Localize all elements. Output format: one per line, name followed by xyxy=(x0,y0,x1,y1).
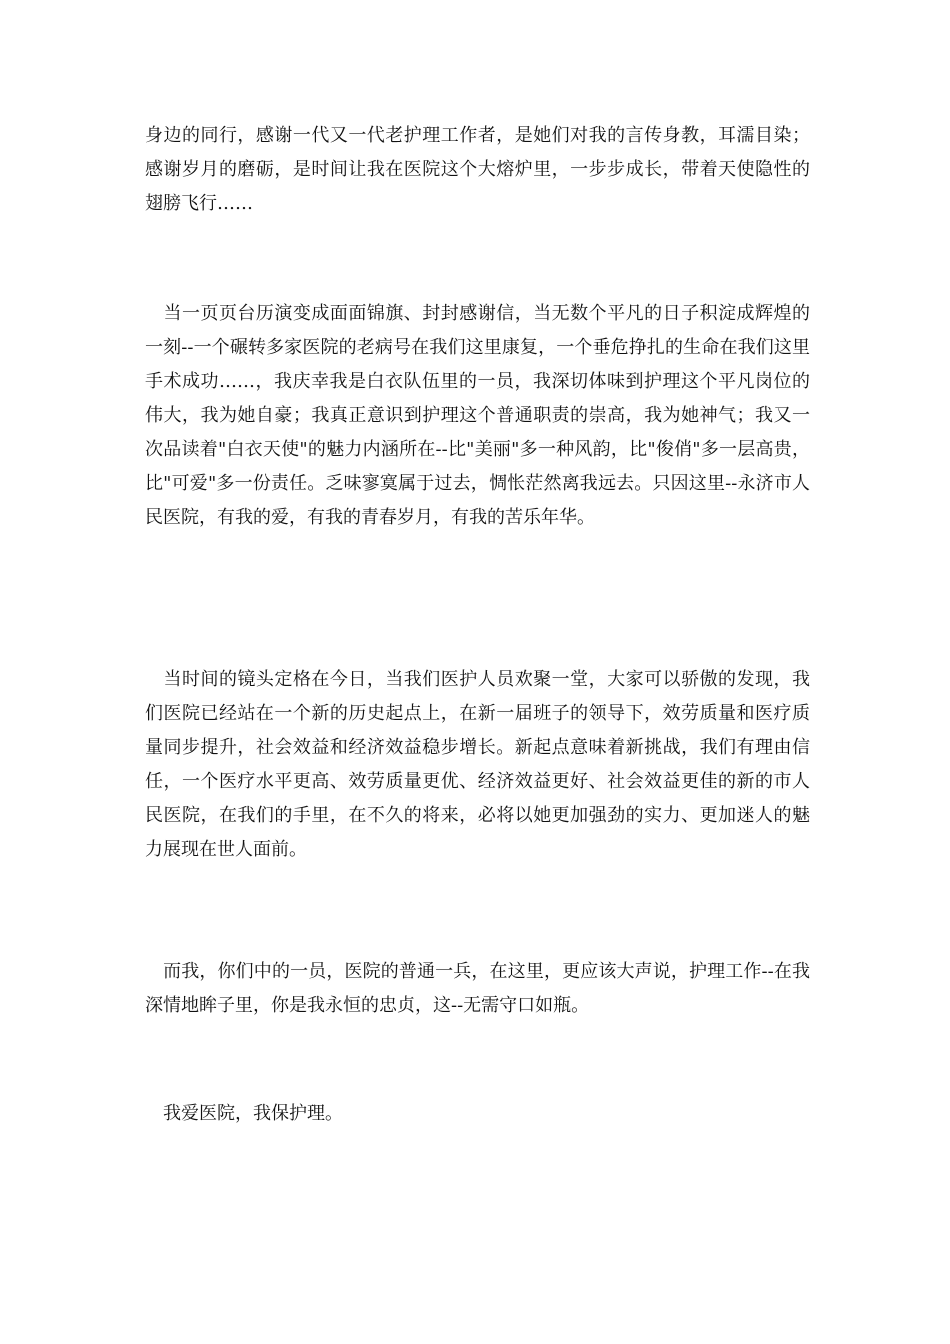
paragraph-1: 身边的同行，感谢一代又一代老护理工作者，是她们对我的言传身教，耳濡目染；感谢岁月的磨砺，是时间让我在医院这个大熔炉里，一步步成长，带着天使隐性的翅膀飞行…… xyxy=(145,125,810,214)
paragraph-5: 我爱医院，我保护理。 xyxy=(145,1103,343,1124)
paragraph-2: 当一页页台历演变成面面锦旗、封封感谢信，当无数个平凡的日子积淀成辉煌的一刻--一个碾转多家医院的老病号在我们这里康复，一个垂危挣扎的生命在我们这里手术成功……，我庆幸我是白衣队伍里的一员，我深切体味到护理这个平凡岗位的伟大，我为她自豪；我真正意识到护理这个普通职责的崇高，我为她神气；我又一次品读着"白衣天使"的魅力内涵所在--比"美丽"多一种风韵，比"俊俏"多一层高贵，比"可爱"多一份责任。乏味寥寞属于过去，惆怅茫然离我远去。只因这里--永济市人民医院，有我的爱，有我的青春岁月，有我的苦乐年华。 xyxy=(145,303,810,528)
paragraph-4: 而我，你们中的一员，医院的普通一兵，在这里，更应该大声说，护理工作--在我深情地眸子里，你是我永恒的忠贞，这--无需守口如瓶。 xyxy=(145,961,810,1016)
paragraph-3: 当时间的镜头定格在今日，当我们医护人员欢聚一堂，大家可以骄傲的发现，我们医院已经站在一个新的历史起点上，在新一届班子的领导下，效劳质量和医疗质量同步提升，社会效益和经济效益稳步增长。新起点意味着新挑战，我们有理由信任，一个医疗水平更高、效劳质量更优、经济效益更好、社会效益更佳的新的市人民医院，在我们的手里，在不久的将来，必将以她更加强劲的实力、更加迷人的魅力展现在世人面前。 xyxy=(145,669,810,860)
